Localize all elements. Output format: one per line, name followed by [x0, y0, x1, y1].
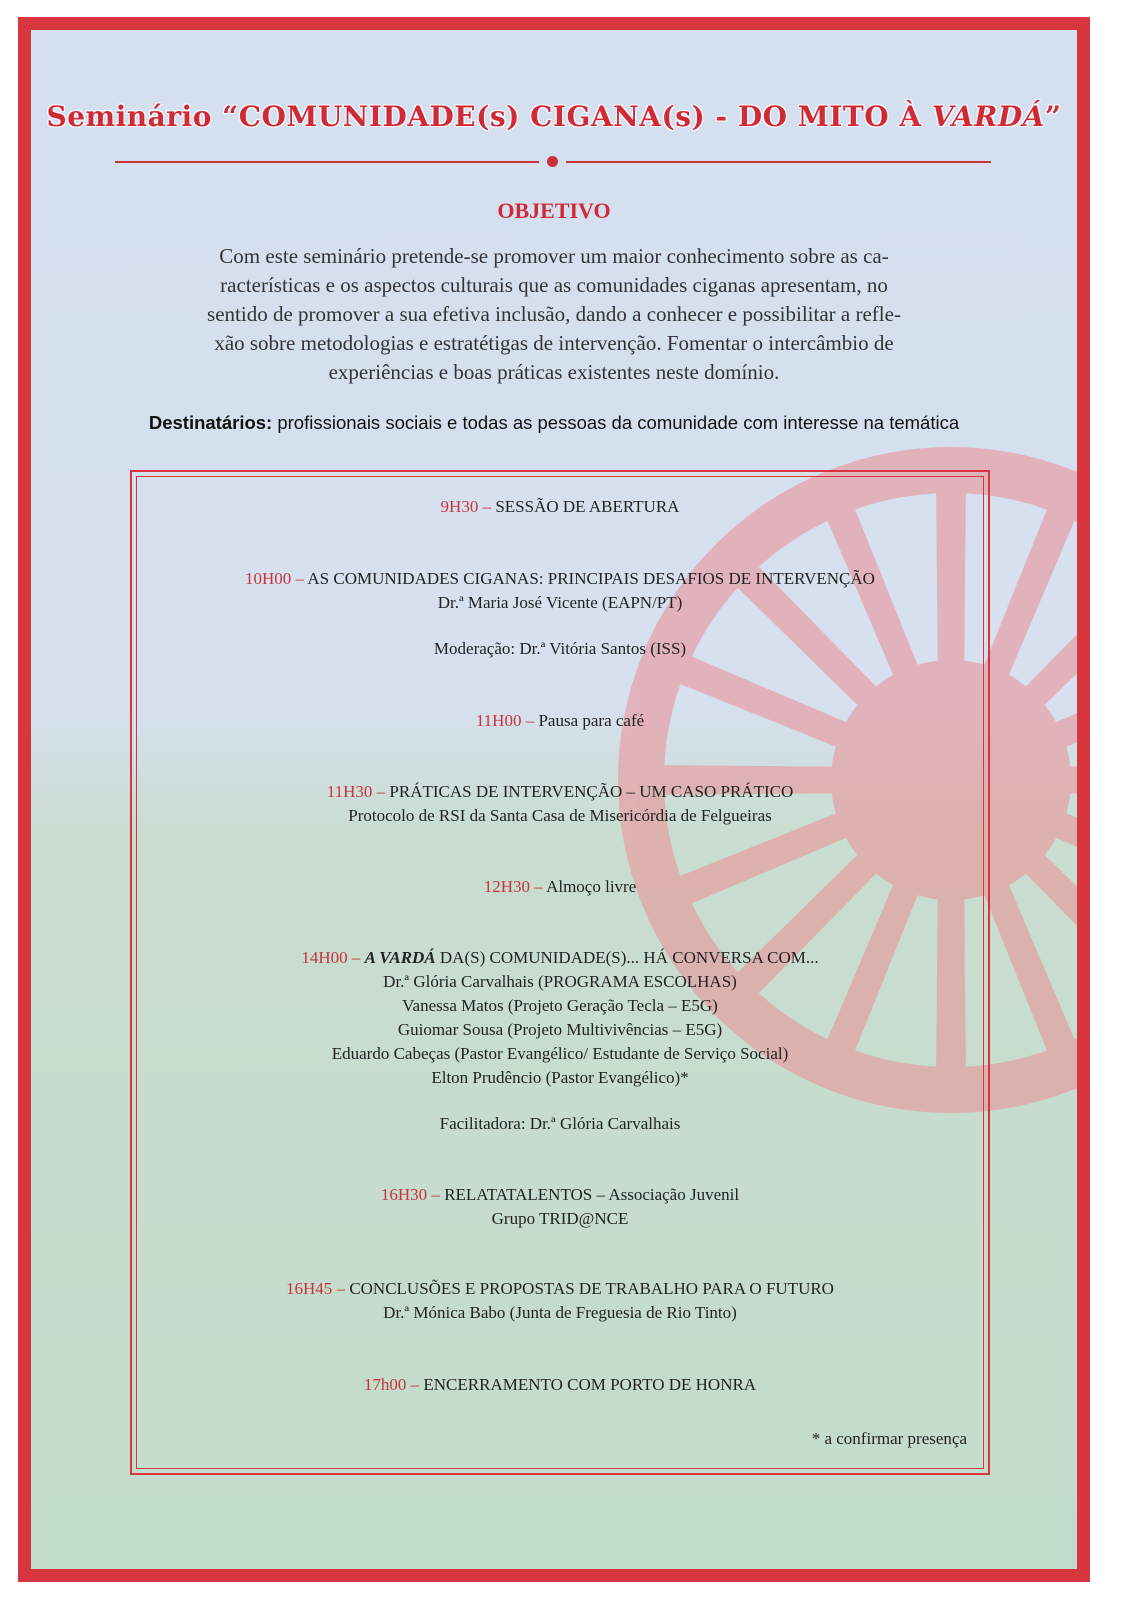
outer-frame [18, 17, 1090, 1582]
page-title [31, 100, 1077, 133]
target-audience [91, 412, 1017, 434]
objective-line: Com este seminário pretende-se promover um maior conhecimento sobre as ca- [219, 244, 889, 268]
program-box [130, 470, 990, 1475]
program-item [137, 875, 983, 899]
program-speaker: Protocolo de RSI da Santa Casa de Misericórdia de Felgueiras [348, 806, 772, 825]
program-inner-border [136, 476, 984, 1469]
program-speaker: Eduardo Cabeças (Pastor Evangélico/ Estudante de Serviço Social) [331, 1044, 789, 1063]
program-speaker: Vanessa Matos (Projeto Geração Tecla – E5G) [402, 996, 718, 1015]
program-time: 17h00 – [363, 1375, 424, 1394]
objective-line: experiências e boas práticas existentes neste domínio. [328, 360, 780, 384]
program-item [137, 1373, 983, 1397]
program-item [137, 946, 983, 1136]
title-divider [115, 156, 991, 168]
objective-line: xão sobre metodologias e estratétigas de intervenção. Fomentar o intercâmbio de [214, 331, 894, 355]
content [31, 30, 1077, 1569]
objective-heading: OBJETIVO [497, 198, 611, 223]
program-time: 16H45 – [286, 1279, 350, 1298]
program-moderator: Moderação: Dr.ª Vitória Santos (ISS) [433, 639, 687, 658]
objective-line: sentido de promover a sua efetiva inclusão, dando a conhecer e possibilitar a refle- [207, 302, 901, 326]
program-speaker: Guiomar Sousa (Projeto Multivivências – E5G) [397, 1020, 723, 1039]
program-facilitator: Facilitadora: Dr.ª Glória Carvalhais [439, 1114, 681, 1133]
program-speaker: Grupo TRID@NCE [491, 1209, 629, 1228]
program-title: CONCLUSÕES E PROPOSTAS DE TRABALHO PARA O FUTURO [349, 1279, 834, 1298]
program-title: Almoço livre [546, 877, 637, 896]
target-audience-text: profissionais sociais e todas as pessoas da comunidade com interesse na temática [272, 412, 960, 433]
program-item [137, 495, 983, 519]
program-item [137, 780, 983, 828]
program-title: DA(S) COMUNIDADE(S)... HÁ CONVERSA COM... [435, 948, 819, 967]
confirmation-note: * a confirmar presença [811, 1429, 967, 1448]
program-title: RELATATALENTOS – Associação Juvenil [444, 1185, 740, 1204]
program-time: 16H30 – [380, 1185, 445, 1204]
program-title: SESSÃO DE ABERTURA [495, 497, 680, 516]
title-suffix: ” [1044, 100, 1062, 133]
program-speaker: Dr.ª Maria José Vicente (EAPN/PT) [437, 593, 683, 612]
program-time: 9H30 – [440, 497, 496, 516]
program-item [137, 1277, 983, 1325]
program-time: 10H00 – [245, 569, 308, 588]
program-speaker: Elton Prudêncio (Pastor Evangélico)* [431, 1068, 689, 1087]
program-item [137, 1183, 983, 1231]
objective-text [161, 242, 947, 387]
program-time: 14H00 – [301, 948, 365, 967]
title-prefix: Seminário “COMUNIDADE(s) CIGANA(s) - DO MITO À [46, 100, 932, 133]
target-audience-label: Destinatários: [148, 412, 273, 433]
program-speaker: Dr.ª Mónica Babo (Junta de Freguesia de Rio Tinto) [383, 1303, 737, 1322]
program-time: 11H30 – [326, 782, 390, 801]
program-title: Pausa para café [538, 711, 645, 730]
program-title: AS COMUNIDADES CIGANAS: PRINCIPAIS DESAFIOS DE INTERVENÇÃO [307, 569, 875, 588]
program-title-emph: A VARDÁ [364, 948, 436, 967]
program-item [137, 567, 983, 661]
title-emph: VARDÁ [931, 100, 1045, 133]
program-time: 11H00 – [475, 711, 539, 730]
program-time: 12H30 – [483, 877, 547, 896]
divider-dot-icon [547, 156, 558, 167]
program-speaker: Dr.ª Glória Carvalhais (PROGRAMA ESCOLHAS) [383, 972, 737, 991]
program-title: ENCERRAMENTO COM PORTO DE HONRA [423, 1375, 757, 1394]
program-item [137, 709, 983, 733]
objective-line: racterísticas e os aspectos culturais que as comunidades ciganas apresentam, no [220, 273, 888, 297]
program-title: PRÁTICAS DE INTERVENÇÃO – UM CASO PRÁTICO [389, 782, 794, 801]
